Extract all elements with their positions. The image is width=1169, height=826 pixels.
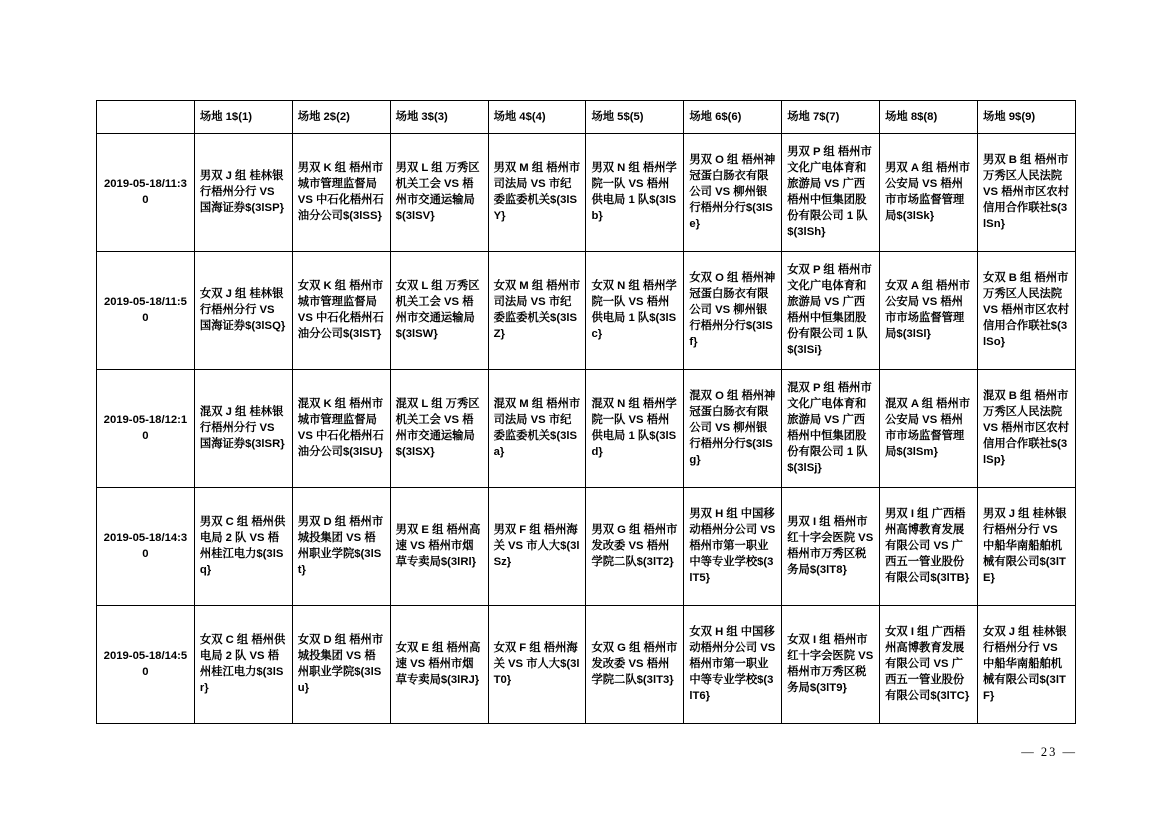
match-cell: 男双 P 组 梧州市文化广电体育和旅游局 VS 广西梧州中恒集团股份有限公司 1 队$(3lSh} <box>782 134 880 252</box>
match-cell: 男双 D 组 梧州市城投集团 VS 梧州职业学院$(3lSt} <box>292 488 390 606</box>
schedule-table-body <box>97 101 1076 724</box>
match-cell: 女双 J 组 桂林银行梧州分行 VS 中船华南船舶机械有限公司$(3lTF} <box>978 606 1076 724</box>
match-cell: 男双 G 组 梧州市发改委 VS 梧州学院二队$(3lT2} <box>586 488 684 606</box>
column-header-venue-7: 场地 7$(7) <box>782 101 880 134</box>
match-cell: 女双 C 组 梧州供电局 2 队 VS 梧州桂江电力$(3lSr} <box>194 606 292 724</box>
match-cell: 男双 C 组 梧州供电局 2 队 VS 梧州桂江电力$(3lSq} <box>194 488 292 606</box>
match-cell: 混双 B 组 梧州市万秀区人民法院 VS 梧州市区农村信用合作联社$(3lSp} <box>978 370 1076 488</box>
match-cell: 女双 N 组 梧州学院一队 VS 梧州供电局 1 队$(3lSc} <box>586 252 684 370</box>
row-time-label: 2019-05-18/12:10 <box>97 370 195 488</box>
match-cell: 混双 O 组 梧州神冠蛋白肠衣有限公司 VS 柳州银行梧州分行$(3lSg} <box>684 370 782 488</box>
match-cell: 女双 F 组 梧州海关 VS 市人大$(3lT0} <box>488 606 586 724</box>
match-cell: 女双 E 组 梧州高速 VS 梧州市烟草专卖局$(3lRJ} <box>390 606 488 724</box>
match-cell: 混双 A 组 梧州市公安局 VS 梧州市市场监督管理局$(3lSm} <box>880 370 978 488</box>
column-header-venue-9: 场地 9$(9) <box>978 101 1076 134</box>
column-header-venue-8: 场地 8$(8) <box>880 101 978 134</box>
match-cell: 女双 K 组 梧州市城市管理监督局 VS 中石化梧州石油分公司$(3lST} <box>292 252 390 370</box>
schedule-table <box>96 100 1076 724</box>
match-cell: 男双 A 组 梧州市公安局 VS 梧州市市场监督管理局$(3lSk} <box>880 134 978 252</box>
match-cell: 女双 G 组 梧州市发改委 VS 梧州学院二队$(3lT3} <box>586 606 684 724</box>
match-cell: 混双 J 组 桂林银行梧州分行 VS 国海证券$(3lSR} <box>194 370 292 488</box>
column-header-venue-4: 场地 4$(4) <box>488 101 586 134</box>
table-row <box>97 370 1076 488</box>
row-time-label: 2019-05-18/11:50 <box>97 252 195 370</box>
match-cell: 男双 O 组 梧州神冠蛋白肠衣有限公司 VS 柳州银行梧州分行$(3lSe} <box>684 134 782 252</box>
table-row <box>97 488 1076 606</box>
match-cell: 男双 I 组 广西梧州高博教育发展有限公司 VS 广西五一管业股份有限公司$(3lTB} <box>880 488 978 606</box>
table-row <box>97 252 1076 370</box>
column-header-venue-2: 场地 2$(2) <box>292 101 390 134</box>
match-cell: 女双 I 组 广西梧州高博教育发展有限公司 VS 广西五一管业股份有限公司$(3lTC} <box>880 606 978 724</box>
match-cell: 男双 I 组 梧州市红十字会医院 VS 梧州市万秀区税务局$(3lT8} <box>782 488 880 606</box>
match-cell: 女双 A 组 梧州市公安局 VS 梧州市市场监督管理局$(3lSl} <box>880 252 978 370</box>
page-number: — 23 — <box>1021 745 1077 759</box>
match-cell: 女双 P 组 梧州市文化广电体育和旅游局 VS 广西梧州中恒集团股份有限公司 1 队$(3lSi} <box>782 252 880 370</box>
match-cell: 女双 L 组 万秀区机关工会 VS 梧州市交通运输局$(3lSW} <box>390 252 488 370</box>
match-cell: 男双 B 组 梧州市万秀区人民法院 VS 梧州市区农村信用合作联社$(3lSn} <box>978 134 1076 252</box>
match-cell: 男双 L 组 万秀区机关工会 VS 梧州市交通运输局$(3lSV} <box>390 134 488 252</box>
match-cell: 男双 F 组 梧州海关 VS 市人大$(3lSz} <box>488 488 586 606</box>
match-cell: 女双 O 组 梧州神冠蛋白肠衣有限公司 VS 柳州银行梧州分行$(3lSf} <box>684 252 782 370</box>
match-cell: 女双 H 组 中国移动梧州分公司 VS 梧州市第一职业中等专业学校$(3lT6} <box>684 606 782 724</box>
match-cell: 女双 J 组 桂林银行梧州分行 VS 国海证券$(3lSQ} <box>194 252 292 370</box>
column-header-venue-6: 场地 6$(6) <box>684 101 782 134</box>
match-cell: 混双 M 组 梧州市司法局 VS 市纪委监委机关$(3lSa} <box>488 370 586 488</box>
row-time-label: 2019-05-18/11:30 <box>97 134 195 252</box>
match-cell: 女双 B 组 梧州市万秀区人民法院 VS 梧州市区农村信用合作联社$(3lSo} <box>978 252 1076 370</box>
match-cell: 男双 K 组 梧州市城市管理监督局 VS 中石化梧州石油分公司$(3lSS} <box>292 134 390 252</box>
match-cell: 男双 E 组 梧州高速 VS 梧州市烟草专卖局$(3lRl} <box>390 488 488 606</box>
match-cell: 女双 I 组 梧州市红十字会医院 VS 梧州市万秀区税务局$(3lT9} <box>782 606 880 724</box>
match-cell: 混双 K 组 梧州市城市管理监督局 VS 中石化梧州石油分公司$(3lSU} <box>292 370 390 488</box>
match-cell: 混双 N 组 梧州学院一队 VS 梧州供电局 1 队$(3lSd} <box>586 370 684 488</box>
schedule-table-container <box>96 100 1076 724</box>
column-header-venue-5: 场地 5$(5) <box>586 101 684 134</box>
match-cell: 男双 M 组 梧州市司法局 VS 市纪委监委机关$(3lSY} <box>488 134 586 252</box>
match-cell: 混双 L 组 万秀区机关工会 VS 梧州市交通运输局$(3lSX} <box>390 370 488 488</box>
row-time-label: 2019-05-18/14:30 <box>97 488 195 606</box>
match-cell: 混双 P 组 梧州市文化广电体育和旅游局 VS 广西梧州中恒集团股份有限公司 1 队$(3lSj} <box>782 370 880 488</box>
match-cell: 男双 J 组 桂林银行梧州分行 VS 中船华南船舶机械有限公司$(3lTE} <box>978 488 1076 606</box>
match-cell: 男双 N 组 梧州学院一队 VS 梧州供电局 1 队$(3lSb} <box>586 134 684 252</box>
match-cell: 女双 M 组 梧州市司法局 VS 市纪委监委机关$(3lSZ} <box>488 252 586 370</box>
match-cell: 男双 H 组 中国移动梧州分公司 VS 梧州市第一职业中等专业学校$(3lT5} <box>684 488 782 606</box>
match-cell: 男双 J 组 桂林银行梧州分行 VS 国海证券$(3lSP} <box>194 134 292 252</box>
table-corner-cell <box>97 101 195 134</box>
table-header-row <box>97 101 1076 134</box>
column-header-venue-1: 场地 1$(1) <box>194 101 292 134</box>
row-time-label: 2019-05-18/14:50 <box>97 606 195 724</box>
column-header-venue-3: 场地 3$(3) <box>390 101 488 134</box>
table-row <box>97 606 1076 724</box>
match-cell: 女双 D 组 梧州市城投集团 VS 梧州职业学院$(3lSu} <box>292 606 390 724</box>
table-row <box>97 134 1076 252</box>
